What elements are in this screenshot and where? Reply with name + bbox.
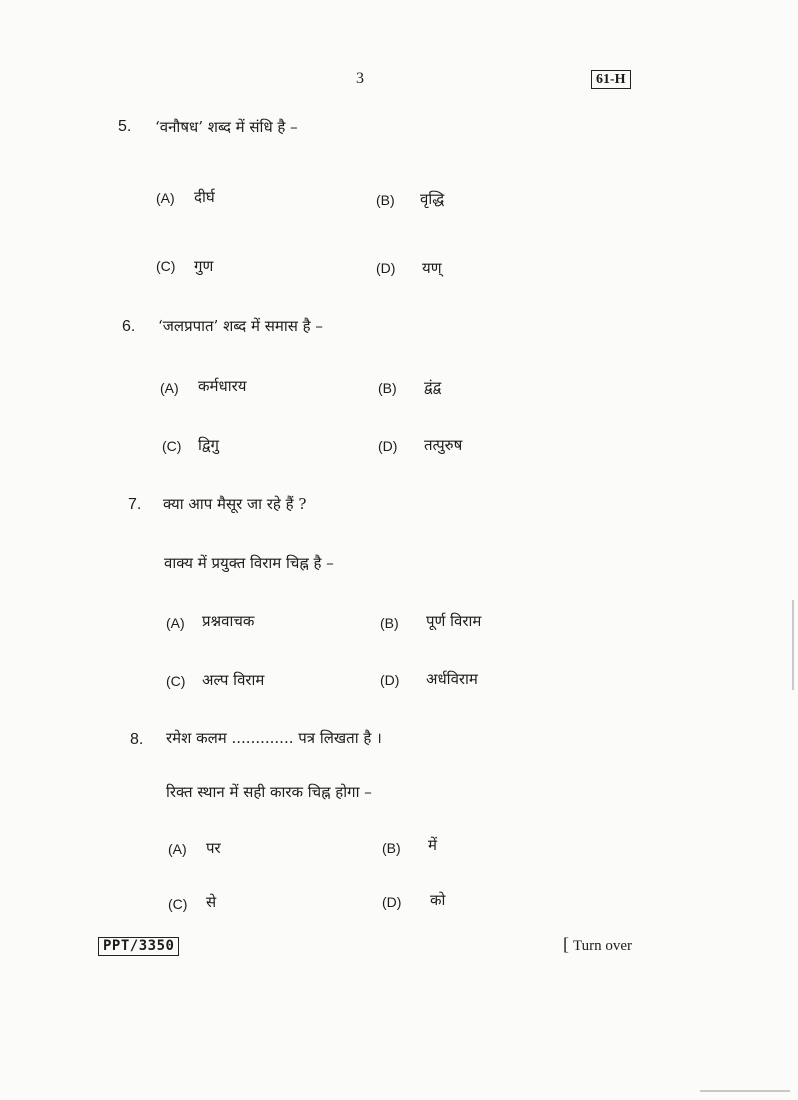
question-5-number: 5. [118,118,132,135]
question-7-option-d-text: अर्धविराम [426,670,478,688]
question-8-option-b-label: (B) [382,840,401,856]
scan-bottom-mark [700,1090,790,1092]
question-6-option-d-label: (D) [378,438,398,454]
question-8-option-a-label: (A) [168,841,187,857]
question-5-text: ‘वनौषध’ शब्द में संधि है – [155,118,298,136]
question-8-subtext: रिक्त स्थान में सही कारक चिह्न होगा – [166,783,372,801]
question-8-option-d-text: को [430,891,446,909]
question-8-option-d-label: (D) [382,894,402,910]
question-8-option-c-label: (C) [168,896,188,912]
question-8-option-b-text: में [428,836,437,854]
scan-edge-mark [792,600,794,690]
question-7-option-c-text: अल्प विराम [202,671,265,689]
question-7-option-a-text: प्रश्नवाचक [202,612,255,630]
question-7-subtext: वाक्य में प्रयुक्त विराम चिह्न है – [164,554,334,572]
question-7-option-d-label: (D) [380,672,400,688]
question-7-option-b-label: (B) [380,615,399,631]
turn-over-note [563,934,632,955]
question-8-text: रमेश कलम ............. पत्र लिखता है । [166,729,382,747]
booklet-code-badge: PPT/3350 [98,937,179,956]
turn-over-bracket: [ [563,934,569,954]
paper-code-badge: 61-H [591,70,631,89]
turn-over-text: Turn over [573,938,633,954]
question-5-option-a-text: दीर्घ [194,188,215,206]
question-6-number: 6. [122,318,136,335]
question-6-option-b-label: (B) [378,380,397,396]
question-5-option-d-label: (D) [376,260,396,276]
question-5-option-a-label: (A) [156,190,175,206]
question-6-text: ‘जलप्रपात’ शब्द में समास है – [158,317,323,335]
question-6-option-c-text: द्विगु [198,436,219,454]
question-8-number: 8. [130,731,144,748]
question-7-number: 7. [128,496,142,513]
question-8-option-c-text: से [206,893,217,911]
question-6-option-b-text: द्वंद्व [424,378,442,396]
question-7-option-a-label: (A) [166,615,185,631]
question-5-option-c-label: (C) [156,258,176,274]
question-5-option-b-text: वृद्धि [420,190,445,208]
question-8-option-a-text: पर [206,839,221,857]
question-5-option-d-text: यण् [422,259,442,277]
question-7-text: क्या आप मैसूर जा रहे हैं ? [163,495,307,513]
question-7-option-b-text: पूर्ण विराम [426,612,482,630]
question-6-option-d-text: तत्पुरुष [424,436,463,454]
question-5-option-b-label: (B) [376,192,395,208]
question-6-option-a-text: कर्मधारय [198,377,247,395]
question-6-option-a-label: (A) [160,380,179,396]
question-5-option-c-text: गुण [194,257,214,275]
question-6-option-c-label: (C) [162,438,182,454]
page-number: 3 [356,70,364,87]
question-7-option-c-label: (C) [166,673,186,689]
